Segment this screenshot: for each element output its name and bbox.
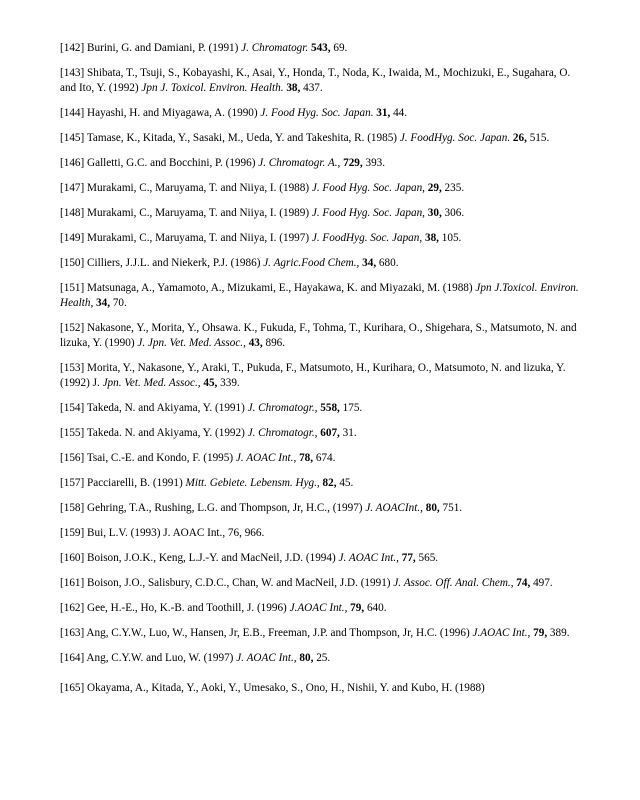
reference-pages: 175. xyxy=(342,402,363,414)
reference-journal: J.AOAC Int., xyxy=(472,627,531,639)
reference-pages: 751. xyxy=(442,502,463,514)
reference-authors: Murakami, C., Maruyama, T. and Niiya, I. (1988) xyxy=(87,182,310,194)
reference-journal: Jpn. Vet. Med. Assoc., xyxy=(102,377,201,389)
reference-volume: 729, xyxy=(343,157,363,169)
reference-authors: Hayashi, H. and Miyagawa, A. (1990) xyxy=(87,107,258,119)
reference-number: [144] xyxy=(60,107,85,119)
reference-item xyxy=(60,321,582,351)
reference-volume: 43, xyxy=(248,337,263,349)
reference-pages: 306. xyxy=(444,207,465,219)
reference-pages: 31. xyxy=(342,427,357,439)
reference-authors: Takeda, N. and Akiyama, Y. (1991) xyxy=(86,402,245,414)
reference-item xyxy=(60,401,582,416)
reference-authors: Matsunaga, A., Yamamoto, A., Mizukami, E., Hayakawa, K. and Miyazaki, M. (1988) xyxy=(87,282,473,294)
reference-pages: 70. xyxy=(112,297,127,309)
reference-item xyxy=(60,106,582,121)
reference-item xyxy=(60,551,582,566)
reference-pages: 497. xyxy=(533,577,553,589)
reference-volume: 31, xyxy=(376,107,391,119)
reference-authors: Gehring, T.A., Rushing, L.G. and Thompson, Jr, H.C., (1997) xyxy=(87,502,363,514)
reference-authors: Pacciarelli, B. (1991) xyxy=(87,477,183,489)
reference-volume: 74, xyxy=(516,577,531,589)
reference-item xyxy=(60,651,582,666)
reference-journal: Jpn J.Toxicol. Environ. Health, xyxy=(60,282,579,309)
reference-pages: 640. xyxy=(366,602,387,614)
reference-authors: Boison, J.O., Salisbury, C.D.C., Chan, W. and MacNeil, J.D. (1991) xyxy=(87,577,391,589)
reference-item xyxy=(60,66,582,96)
reference-item xyxy=(60,131,582,146)
reference-journal: J. Assoc. Off. Anal. Chem., xyxy=(393,577,514,589)
reference-authors: Murakami, C., Maruyama, T. and Niiya, I. (1989) xyxy=(87,207,310,219)
reference-volume: 29, xyxy=(427,182,442,194)
reference-journal: J. FoodHyg. Soc. Japan, xyxy=(311,232,423,244)
reference-number: [161] xyxy=(60,577,85,589)
reference-number: [158] xyxy=(60,502,85,514)
reference-journal: J. FoodHyg. Soc. Japan. xyxy=(399,132,511,144)
reference-item xyxy=(60,231,582,246)
reference-volume: 30, xyxy=(427,207,442,219)
reference-volume: 543, xyxy=(310,42,331,54)
reference-number: [160] xyxy=(60,552,85,564)
reference-journal: J. Jpn. Vet. Med. Assoc., xyxy=(137,337,246,349)
reference-number: [165] xyxy=(60,682,85,694)
reference-item xyxy=(60,361,582,391)
reference-authors: Takeda. N. and Akiyama, Y. (1992) xyxy=(86,427,245,439)
reference-authors: Ang, C.Y.W., Luo, W., Hansen, Jr, E.B., Freeman, J.P. and Thompson, Jr, H.C. (1996) xyxy=(86,627,470,639)
reference-number: [149] xyxy=(60,232,85,244)
reference-journal: J. Chromatogr., xyxy=(247,427,318,439)
reference-journal: J. AOAC Int., xyxy=(338,552,399,564)
reference-volume: 80, xyxy=(425,502,440,514)
reference-volume: 607, xyxy=(320,427,340,439)
reference-journal: J. Chromatogr. xyxy=(241,42,309,54)
reference-pages: 674. xyxy=(315,452,336,464)
reference-item xyxy=(60,156,582,171)
reference-number: [163] xyxy=(60,627,85,639)
reference-number: [143] xyxy=(60,67,85,79)
reference-authors: Cilliers, J.J.L. and Niekerk, P.J. (1986) xyxy=(87,257,261,269)
reference-journal: J. AOACInt., xyxy=(365,502,423,514)
reference-volume: 34, xyxy=(96,297,111,309)
reference-volume: 79, xyxy=(350,602,365,614)
reference-volume: 79, xyxy=(533,627,548,639)
reference-journal: J. Food Hyg. Soc. Japan. xyxy=(260,107,374,119)
reference-pages: 235. xyxy=(444,182,465,194)
reference-journal: J. AOAC Int., xyxy=(235,452,297,464)
reference-journal: J. Chromatogr. A., xyxy=(258,157,341,169)
reference-volume: 78, xyxy=(299,452,314,464)
reference-number: [155] xyxy=(60,427,85,439)
reference-journal: J.AOAC Int., xyxy=(289,602,348,614)
reference-pages: 339. xyxy=(220,377,240,389)
reference-item xyxy=(60,476,582,491)
reference-authors: Burini, G. and Damiani, P. (1991) xyxy=(87,42,239,54)
reference-journal: Mitt. Gebiete. Lebensm. Hyg., xyxy=(185,477,320,489)
reference-journal: J. Agric.Food Chem., xyxy=(263,257,360,269)
reference-authors: Galletti, G.C. and Bocchini, P. (1996) xyxy=(87,157,256,169)
reference-authors: Morita, Y., Nakasone, Y., Araki, T., Pukuda, F., Matsumoto, H., Kurihara, O., Matsumoto, N. and lizuka, Y. (1992) J. xyxy=(60,362,566,389)
reference-number: [162] xyxy=(60,602,85,614)
reference-volume: 82, xyxy=(322,477,337,489)
reference-number: [157] xyxy=(60,477,85,489)
reference-item xyxy=(60,501,582,516)
reference-pages: 680. xyxy=(378,257,399,269)
reference-number: [148] xyxy=(60,207,85,219)
reference-item xyxy=(60,256,582,271)
reference-authors: Tamase, K., Kitada, Y., Sasaki, M., Ueda, Y. and Takeshita, R. (1985) xyxy=(86,132,398,144)
reference-item xyxy=(60,576,582,591)
reference-pages: 565. xyxy=(418,552,439,564)
reference-volume: 77, xyxy=(401,552,416,564)
reference-journal: Jpn J. Toxicol. Environ. Health. xyxy=(141,82,284,94)
reference-number: [145] xyxy=(60,132,85,144)
reference-number: [147] xyxy=(60,182,85,194)
reference-pages: 25. xyxy=(316,652,331,664)
reference-pages: 437. xyxy=(303,82,323,94)
reference-authors: Okayama, A., Kitada, Y., Aoki, Y., Umesako, S., Ono, H., Nishii, Y. and Kubo, H. (1988) xyxy=(87,682,485,694)
reference-journal: J. AOAC Int., xyxy=(236,652,297,664)
reference-pages: 515. xyxy=(529,132,550,144)
reference-number: [153] xyxy=(60,362,85,374)
reference-item xyxy=(60,626,582,641)
reference-number: [150] xyxy=(60,257,85,269)
reference-item xyxy=(60,451,582,466)
reference-authors: Murakami, C., Maruyama, T. and Niiya, I. (1997) xyxy=(87,232,310,244)
reference-volume: 38, xyxy=(286,82,301,94)
reference-pages: 393. xyxy=(365,157,386,169)
reference-authors: Shibata, T., Tsuji, S., Kobayashi, K., Asai, Y., Honda, T., Noda, K., Iwaida, M., Mochizuki, E., Sugahara, O. and Ito, Y. (1992) xyxy=(60,67,571,94)
reference-item xyxy=(60,281,582,311)
reference-number: [146] xyxy=(60,157,85,169)
reference-number: [156] xyxy=(60,452,85,464)
reference-volume: 80, xyxy=(299,652,314,664)
reference-authors: Bui, L.V. (1993) J. AOAC Int., 76, 966. xyxy=(87,527,265,539)
reference-authors: Tsai, C.-E. and Kondo, F. (1995) xyxy=(86,452,234,464)
reference-journal: J. Chromatogr., xyxy=(247,402,318,414)
reference-number: [151] xyxy=(60,282,85,294)
reference-pages: 69. xyxy=(333,42,348,54)
reference-authors: Gee, H.-E., Ho, K.-B. and Toothill, J. (1996) xyxy=(87,602,287,614)
reference-item xyxy=(60,426,582,441)
reference-volume: 26, xyxy=(512,132,527,144)
reference-list xyxy=(60,41,582,706)
reference-authors: Boison, J.O.K., Keng, L.J.-Y. and MacNeil, J.D. (1994) xyxy=(87,552,336,564)
reference-number: [152] xyxy=(60,322,85,334)
reference-pages: 896. xyxy=(265,337,286,349)
reference-authors: Nakasone, Y., Morita, Y., Ohsawa. K., Fukuda, F., Tohma, T., Kurihara, O., Shigehara, S., Matsumoto, N. and lizuka, Y. (1990) xyxy=(60,322,577,349)
reference-number: [142] xyxy=(60,42,85,54)
reference-journal: J. Food Hyg. Soc. Japan, xyxy=(311,207,425,219)
reference-item xyxy=(60,526,582,541)
reference-item xyxy=(60,681,582,696)
reference-item xyxy=(60,206,582,221)
reference-volume: 45, xyxy=(203,377,218,389)
reference-item xyxy=(60,41,582,56)
reference-item xyxy=(60,601,582,616)
reference-pages: 45. xyxy=(339,477,354,489)
reference-number: [164] xyxy=(60,652,85,664)
reference-number: [159] xyxy=(60,527,85,539)
reference-volume: 38, xyxy=(424,232,439,244)
reference-number: [154] xyxy=(60,402,85,414)
reference-pages: 44. xyxy=(393,107,408,119)
reference-volume: 558, xyxy=(320,402,340,414)
reference-volume: 34, xyxy=(362,257,377,269)
reference-pages: 105. xyxy=(441,232,462,244)
reference-item xyxy=(60,181,582,196)
reference-authors: Ang, C.Y.W. and Luo, W. (1997) xyxy=(86,652,234,664)
reference-journal: J. Food Hyg. Soc. Japan, xyxy=(311,182,425,194)
reference-pages: 389. xyxy=(549,627,570,639)
